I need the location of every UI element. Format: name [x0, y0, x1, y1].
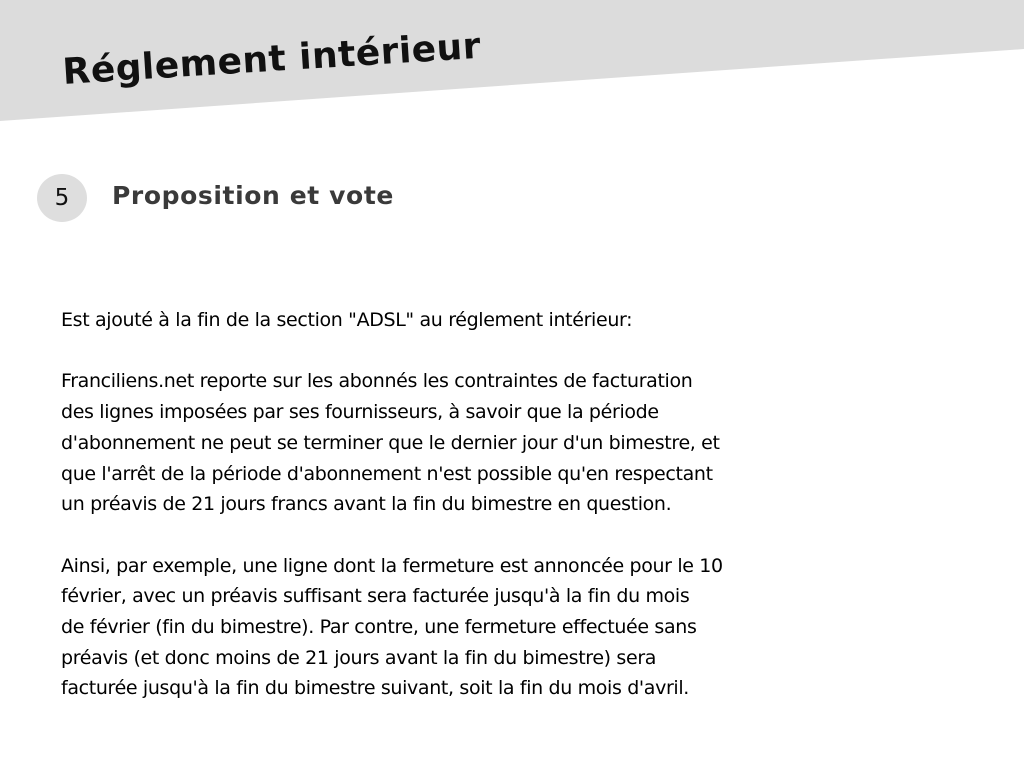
- text-line: février, avec un préavis suffisant sera facturée jusqu'à la fin du mois: [61, 585, 690, 608]
- text-line: de février (fin du bimestre). Par contre, une fermeture effectuée sans: [61, 616, 697, 638]
- section-number-badge: 5: [37, 174, 87, 222]
- billing-paragraph: [61, 366, 861, 520]
- text-line: Franciliens.net reporte sur les abonnés les contraintes de facturation: [61, 370, 693, 393]
- text-line: Ainsi, par exemple, une ligne dont la fermeture est annoncée pour le 10: [61, 554, 723, 577]
- text-line: Est ajouté à la fin de la section "ADSL" au réglement intérieur:: [61, 309, 633, 331]
- text-line: un préavis de 21 jours francs avant la fin du bimestre en question.: [61, 493, 672, 516]
- text-line: facturée jusqu'à la fin du bimestre suivant, soit la fin du mois d'avril.: [61, 677, 689, 700]
- body-text: [61, 305, 861, 704]
- text-line: préavis (et donc moins de 21 jours avant la fin du bimestre) sera: [61, 646, 657, 669]
- text-line: des lignes imposées par ses fournisseurs, à savoir que la période: [61, 401, 659, 424]
- example-paragraph: [61, 551, 861, 705]
- text-line: que l'arrêt de la période d'abonnement n'est possible qu'en respectant: [61, 462, 713, 485]
- page-title: Réglement intérieur: [61, 25, 483, 93]
- text-line: d'abonnement ne peut se terminer que le dernier jour d'un bimestre, et: [61, 431, 720, 454]
- section-heading: Proposition et vote: [112, 181, 394, 210]
- intro-paragraph: [61, 305, 861, 336]
